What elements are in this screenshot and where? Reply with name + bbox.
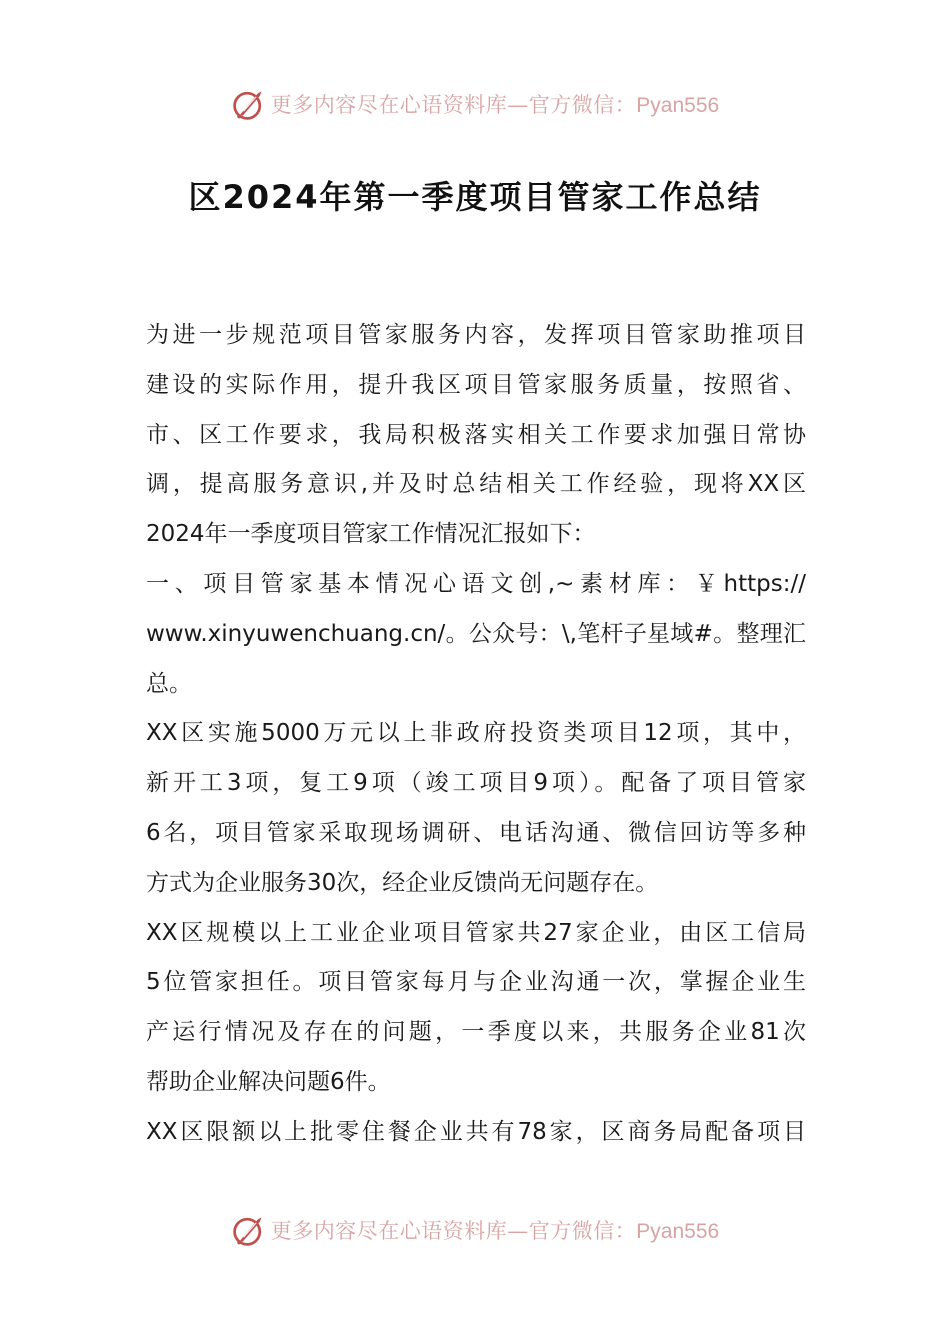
body-line: XX区规模以上工业企业项目管家共27家企业，由区工信局 xyxy=(146,919,806,946)
body-line: 一、项目管家基本情况心语文创,~素材库：￥https:// xyxy=(146,570,806,597)
body-line: XX区实施5000万元以上非政府投资类项目12项，其中， xyxy=(146,720,806,747)
body-line: 6名，项目管家采取现场调研、电话沟通、微信回访等多种 xyxy=(146,819,806,846)
body-line: 新开工3项，复工9项（竣工项目9项）。配备了项目管家 xyxy=(146,770,806,797)
body-line: XX区限额以上批零住餐企业共有78家，区商务局配备项目 xyxy=(146,1118,806,1145)
body-line: 市、区工作要求，我局积极落实相关工作要求加强日常协 xyxy=(146,421,806,448)
footer-wechat-id: Pyan556 xyxy=(636,1220,720,1243)
quill-pen-logo-icon xyxy=(231,1212,267,1248)
body-line: 建设的实际作用，提升我区项目管家服务质量，按照省、 xyxy=(146,371,806,398)
header-banner-text xyxy=(271,89,719,119)
body-line: www.xinyuwenchuang.cn/。公众号：\,笔杆子星域#。整理汇 xyxy=(146,620,806,647)
header-banner xyxy=(0,82,950,126)
quill-pen-logo-icon xyxy=(231,86,267,122)
document-body xyxy=(146,311,806,1158)
header-banner-label: 更多内容尽在心语资料库—官方微信： xyxy=(270,93,637,117)
body-line: 调，提高服务意识,并及时总结相关工作经验，现将XX区 xyxy=(146,471,806,498)
body-line: 总。 xyxy=(146,670,192,697)
body-line: 产运行情况及存在的问题，一季度以来，共服务企业81次 xyxy=(146,1019,806,1046)
body-line: 5位管家担任。项目管家每月与企业沟通一次，掌握企业生 xyxy=(146,969,806,996)
body-line: 帮助企业解决问题6件。 xyxy=(146,1068,391,1095)
footer-banner xyxy=(0,1208,950,1252)
footer-banner-text xyxy=(271,1215,719,1245)
body-line: 方式为企业服务30次，经企业反馈尚无问题存在。 xyxy=(146,869,659,896)
body-line: 为进一步规范项目管家服务内容，发挥项目管家助推项目 xyxy=(146,322,806,348)
header-wechat-id: Pyan556 xyxy=(636,94,720,117)
footer-banner-label: 更多内容尽在心语资料库—官方微信： xyxy=(270,1219,637,1243)
document-title: 区2024年第一季度项目管家工作总结 xyxy=(188,178,762,216)
body-line: 2024年一季度项目管家工作情况汇报如下： xyxy=(146,521,596,548)
